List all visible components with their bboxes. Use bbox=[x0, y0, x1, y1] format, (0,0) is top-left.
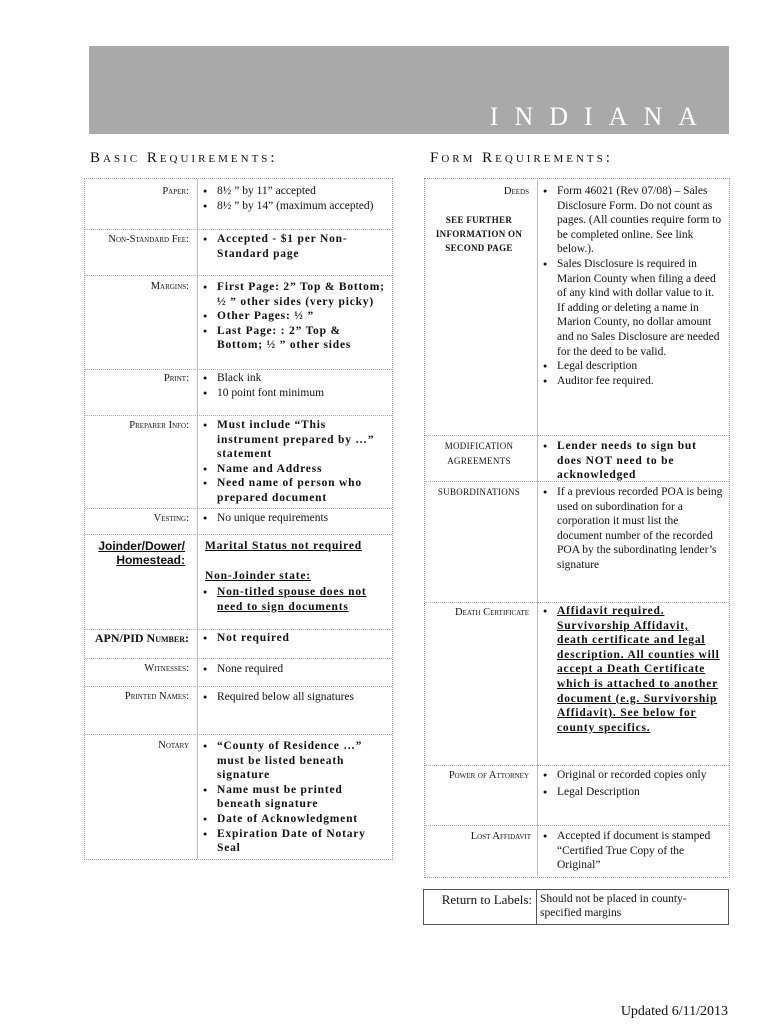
return-to-labels-label: Return to Labels: bbox=[441, 892, 532, 907]
updated-date: Updated 6/11/2013 bbox=[620, 1004, 728, 1019]
list-item: ● 8½ ” by 11” accepted bbox=[203, 184, 388, 199]
list-item: ● Affidavit required. Survivorship Affidavit, death certificate and legal description. All counties will accept a Death Certificate which is attached to another document (e.g. Survivorship Affidavit). See below for county specifics. bbox=[543, 604, 723, 735]
lost-affidavit-label: Lost Affidavit bbox=[470, 831, 531, 842]
print-label: Print: bbox=[163, 373, 189, 384]
list-item: ● Other Pages: ½ ” bbox=[203, 309, 388, 324]
list-item: ● Need name of person who prepared document bbox=[203, 476, 388, 505]
list-item: ● If a previous recorded POA is being used on subordination for a corporation it must list the document number of the recorded POA by the subordinating lender’s signature bbox=[543, 485, 723, 573]
margins-label: Margins: bbox=[150, 281, 189, 292]
basic-requirements-table bbox=[84, 178, 393, 860]
list-item: ● “County of Residence …” must be listed beneath signature bbox=[203, 739, 388, 783]
state-banner bbox=[89, 46, 729, 134]
death-certificate-list bbox=[543, 604, 723, 735]
list-item: ● No unique requirements bbox=[203, 511, 388, 526]
list-item: ● Form 46021 (Rev 07/08) – Sales Disclosure Form. Do not count as pages. (All counties require form to be completed online. See link below.). bbox=[543, 184, 723, 257]
form-requirements-table bbox=[424, 178, 730, 878]
apn-label: APN/PID Number: bbox=[94, 631, 189, 645]
list-item: ● Accepted if document is stamped “Certified True Copy of the Original” bbox=[543, 829, 723, 873]
non-standard-fee-label: Non-Standard Fee: bbox=[108, 234, 189, 245]
return-to-labels-box bbox=[423, 889, 729, 925]
list-item: ● Required below all signatures bbox=[203, 690, 388, 705]
list-item: ● 8½ ” by 14” (maximum accepted) bbox=[203, 199, 388, 214]
list-item: ● Expiration Date of Notary Seal bbox=[203, 827, 388, 856]
preparer-info-label: Preparer Info: bbox=[129, 420, 189, 431]
power-of-attorney-label: Power of Attorney bbox=[448, 770, 529, 781]
preparer-info-list bbox=[203, 418, 388, 506]
list-item: ● Date of Acknowledgment bbox=[203, 812, 388, 827]
basic-requirements-title: Basic Requirements: bbox=[90, 150, 278, 166]
marital-status-text: Marital Status not required bbox=[205, 540, 362, 552]
list-item: ● Name must be printed beneath signature bbox=[203, 783, 388, 812]
deeds-label: Deeds bbox=[503, 186, 529, 197]
margins-list bbox=[203, 280, 388, 353]
state-name: INDIANA bbox=[489, 102, 713, 131]
vesting-list bbox=[203, 511, 388, 526]
notary-label: Notary bbox=[158, 740, 189, 751]
list-item: ● Legal description bbox=[543, 359, 723, 374]
list-item: ● Accepted - $1 per Non-Standard page bbox=[203, 232, 383, 261]
list-item: ● Black ink bbox=[203, 371, 388, 386]
list-item: ● Original or recorded copies only bbox=[543, 768, 723, 783]
print-list bbox=[203, 371, 388, 400]
list-item: ● First Page: 2” Top & Bottom; ½ ” other sides (very picky) bbox=[203, 280, 388, 309]
list-item: ● Must include “This instrument prepared by …” statement bbox=[203, 418, 388, 462]
witnesses-list bbox=[203, 662, 388, 677]
printed-names-list bbox=[203, 690, 388, 705]
death-certificate-label: Death Certificate bbox=[455, 607, 529, 618]
paper-label: Paper: bbox=[162, 186, 189, 197]
power-of-attorney-list bbox=[543, 768, 723, 799]
notary-list bbox=[203, 739, 388, 856]
witnesses-label: Witnesses: bbox=[144, 663, 189, 674]
joinder-list bbox=[203, 585, 383, 614]
non-joinder-text: Non-Joinder state: bbox=[205, 570, 311, 582]
list-item: ● Lender needs to sign but does NOT need to be acknowledged bbox=[543, 439, 723, 483]
modification-label: MODIFICATION AGREEMENTS bbox=[444, 441, 514, 466]
return-to-labels-text: Should not be placed in county-specified margins bbox=[540, 893, 687, 919]
paper-list bbox=[203, 184, 388, 213]
list-item: ● Name and Address bbox=[203, 462, 388, 477]
vesting-label: Vesting: bbox=[153, 513, 189, 524]
see-further-info: SEE FURTHER INFORMATION ON SECOND PAGE bbox=[435, 215, 523, 253]
list-item: ● Non-titled spouse does not need to sign documents bbox=[203, 585, 383, 614]
lost-affidavit-list bbox=[543, 829, 723, 873]
list-item: ● Not required bbox=[203, 631, 388, 646]
non-standard-fee-list bbox=[203, 232, 383, 261]
list-item: ● Auditor fee required. bbox=[543, 374, 723, 389]
apn-list bbox=[203, 631, 388, 646]
list-item: ● Last Page: : 2” Top & Bottom; ½ ” other sides bbox=[203, 324, 388, 353]
list-item: ● Sales Disclosure is required in Marion County when filing a deed of any kind with dollar value to it. If adding or deleting a name in Marion County, no dollar amount and no Sales Disclosure are needed for the deed to be valid. bbox=[543, 257, 723, 359]
subordinations-list bbox=[543, 485, 723, 573]
subordinations-label: SUBORDINATIONS bbox=[437, 487, 521, 497]
printed-names-label: Printed Names: bbox=[124, 691, 189, 702]
list-item: ● 10 point font minimum bbox=[203, 386, 388, 401]
modification-list bbox=[543, 439, 723, 483]
form-requirements-title: Form Requirements: bbox=[430, 150, 613, 166]
list-item: ● Legal Description bbox=[543, 785, 723, 800]
joinder-label: Joinder/Dower/ Homestead: bbox=[98, 539, 185, 567]
list-item: ● None required bbox=[203, 662, 388, 677]
deeds-list bbox=[543, 184, 723, 388]
